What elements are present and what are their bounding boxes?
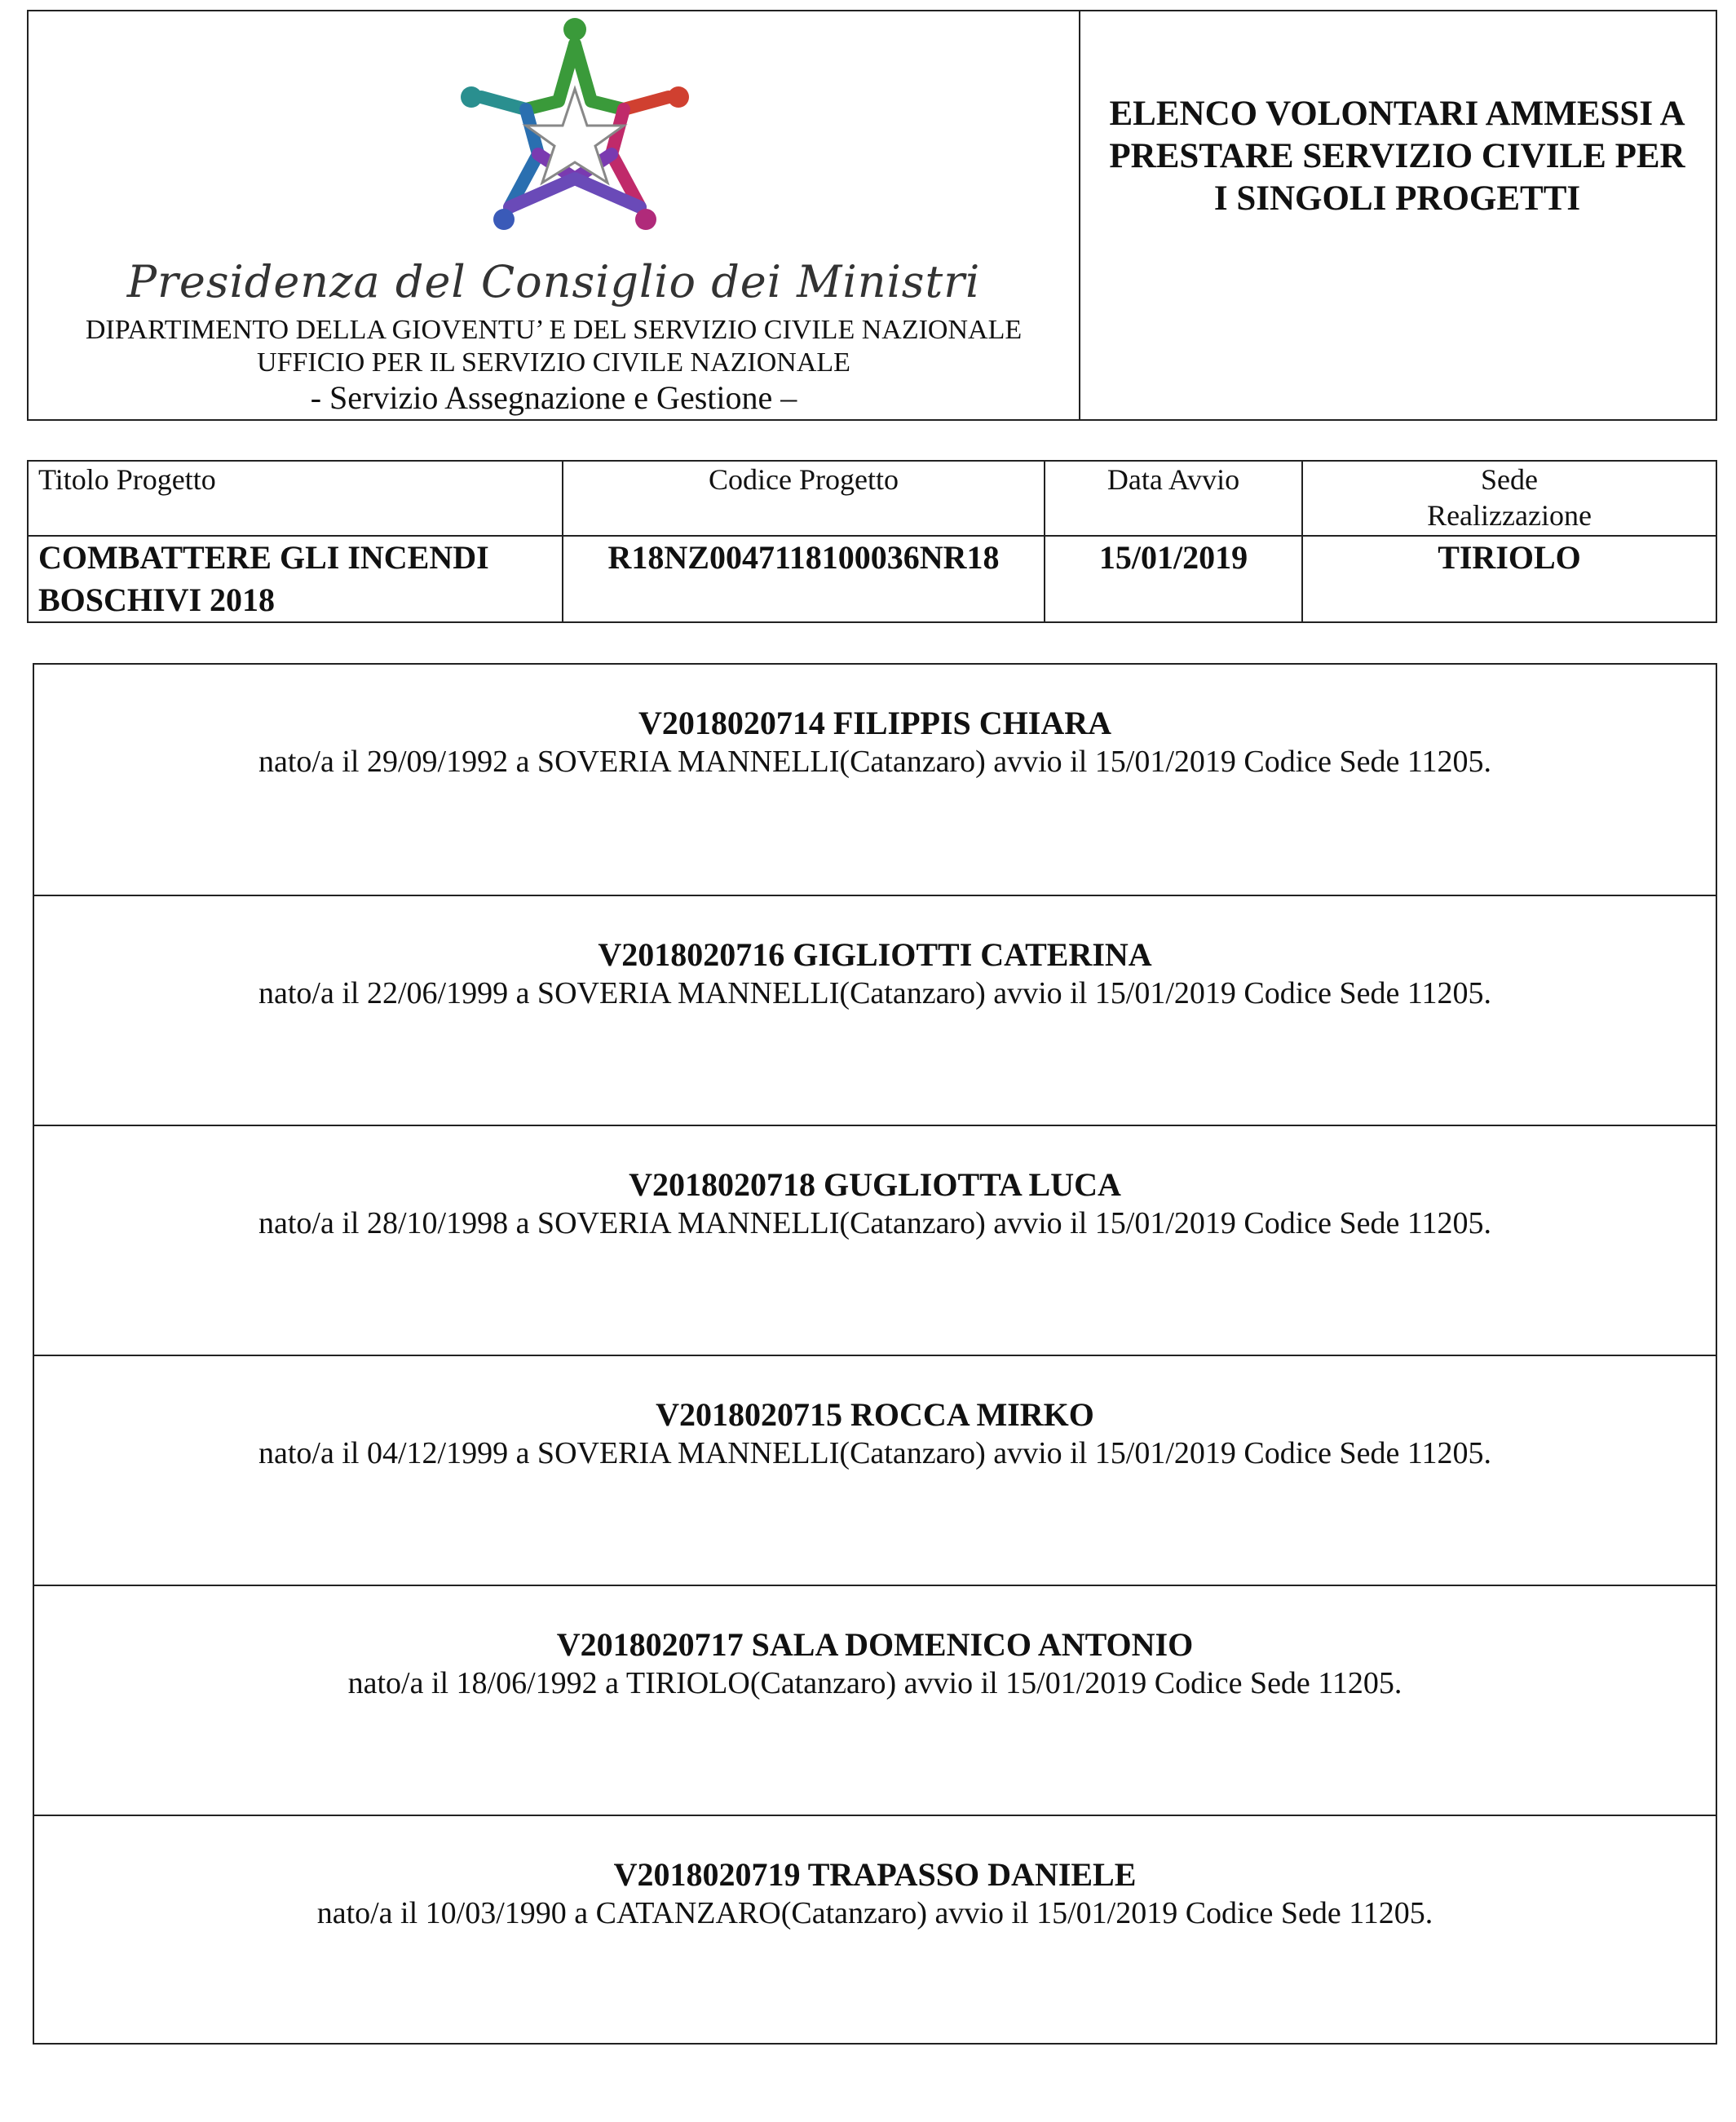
- volunteer-name: V2018020715 ROCCA MIRKO: [656, 1396, 1094, 1433]
- header-site-line: Realizzazione: [1427, 499, 1592, 532]
- header-project-code: Codice Progetto: [563, 461, 1045, 536]
- volunteer-list: [33, 663, 1717, 2045]
- project-value-row: [28, 536, 1716, 622]
- project-title-line: COMBATTERE GLI INCENDI: [38, 539, 489, 576]
- header-project-title: Titolo Progetto: [28, 461, 563, 536]
- project-code: R18NZ0047118100036NR18: [563, 536, 1045, 622]
- issuer-panel: [29, 11, 1080, 419]
- document-title-line: I SINGOLI PROGETTI: [1213, 179, 1581, 218]
- volunteer-name: V2018020718 GUGLIOTTA LUCA: [629, 1166, 1121, 1203]
- document-title: [1087, 93, 1707, 220]
- project-start-date: 15/01/2019: [1045, 536, 1302, 622]
- volunteer-name: V2018020719 TRAPASSO DANIELE: [613, 1856, 1137, 1893]
- service-name: - Servizio Assegnazione e Gestione –: [310, 379, 797, 416]
- volunteer-name: V2018020717 SALA DOMENICO ANTONIO: [556, 1626, 1194, 1663]
- volunteer-entry: [34, 1355, 1716, 1586]
- document-title-line: ELENCO VOLONTARI AMMESSI A: [1109, 95, 1685, 133]
- volunteer-detail: nato/a il 18/06/1992 a TIRIOLO(Catanzaro) avvio il 15/01/2019 Codice Sede 11205.: [347, 1666, 1402, 1700]
- volunteer-detail: nato/a il 04/12/1999 a SOVERIA MANNELLI(Catanzaro) avvio il 15/01/2019 Codice Sede 11205.: [258, 1436, 1491, 1470]
- project-site: TIRIOLO: [1302, 536, 1716, 622]
- project-title-line: BOSCHIVI 2018: [38, 581, 276, 618]
- project-header-row: [28, 461, 1716, 536]
- volunteer-entry: [34, 1815, 1716, 2046]
- header-start-date: Data Avvio: [1045, 461, 1302, 536]
- office-name: UFFICIO PER IL SERVIZIO CIVILE NAZIONALE: [257, 347, 850, 378]
- volunteer-entry: [34, 1125, 1716, 1356]
- document-header: [27, 10, 1717, 421]
- volunteer-entry: [34, 1585, 1716, 1816]
- document-title-line: PRESTARE SERVIZIO CIVILE PER: [1109, 137, 1685, 175]
- star-of-hands-logo: [448, 11, 701, 256]
- project-table: [27, 460, 1717, 623]
- volunteer-name: V2018020714 FILIPPIS CHIARA: [638, 705, 1112, 741]
- volunteer-entry: [34, 665, 1716, 895]
- department-name: DIPARTIMENTO DELLA GIOVENTU’ E DEL SERVIZIO CIVILE NAZIONALE: [85, 315, 1023, 345]
- volunteer-detail: nato/a il 22/06/1999 a SOVERIA MANNELLI(Catanzaro) avvio il 15/01/2019 Codice Sede 11205.: [258, 976, 1491, 1010]
- volunteer-detail: nato/a il 29/09/1992 a SOVERIA MANNELLI(Catanzaro) avvio il 15/01/2019 Codice Sede 11205.: [258, 745, 1491, 779]
- header-site-line: Sede: [1481, 463, 1538, 496]
- volunteer-detail: nato/a il 10/03/1990 a CATANZARO(Catanzaro) avvio il 15/01/2019 Codice Sede 11205.: [316, 1896, 1433, 1930]
- volunteer-detail: nato/a il 28/10/1998 a SOVERIA MANNELLI(Catanzaro) avvio il 15/01/2019 Codice Sede 11205.: [258, 1206, 1491, 1240]
- document-title-panel: [1079, 11, 1716, 419]
- volunteer-entry: [34, 895, 1716, 1126]
- project-title: [28, 536, 563, 622]
- presidency-name: Presidenza del Consiglio dei Ministri: [126, 256, 981, 307]
- header-site: [1302, 461, 1716, 536]
- volunteer-name: V2018020716 GIGLIOTTI CATERINA: [598, 936, 1152, 973]
